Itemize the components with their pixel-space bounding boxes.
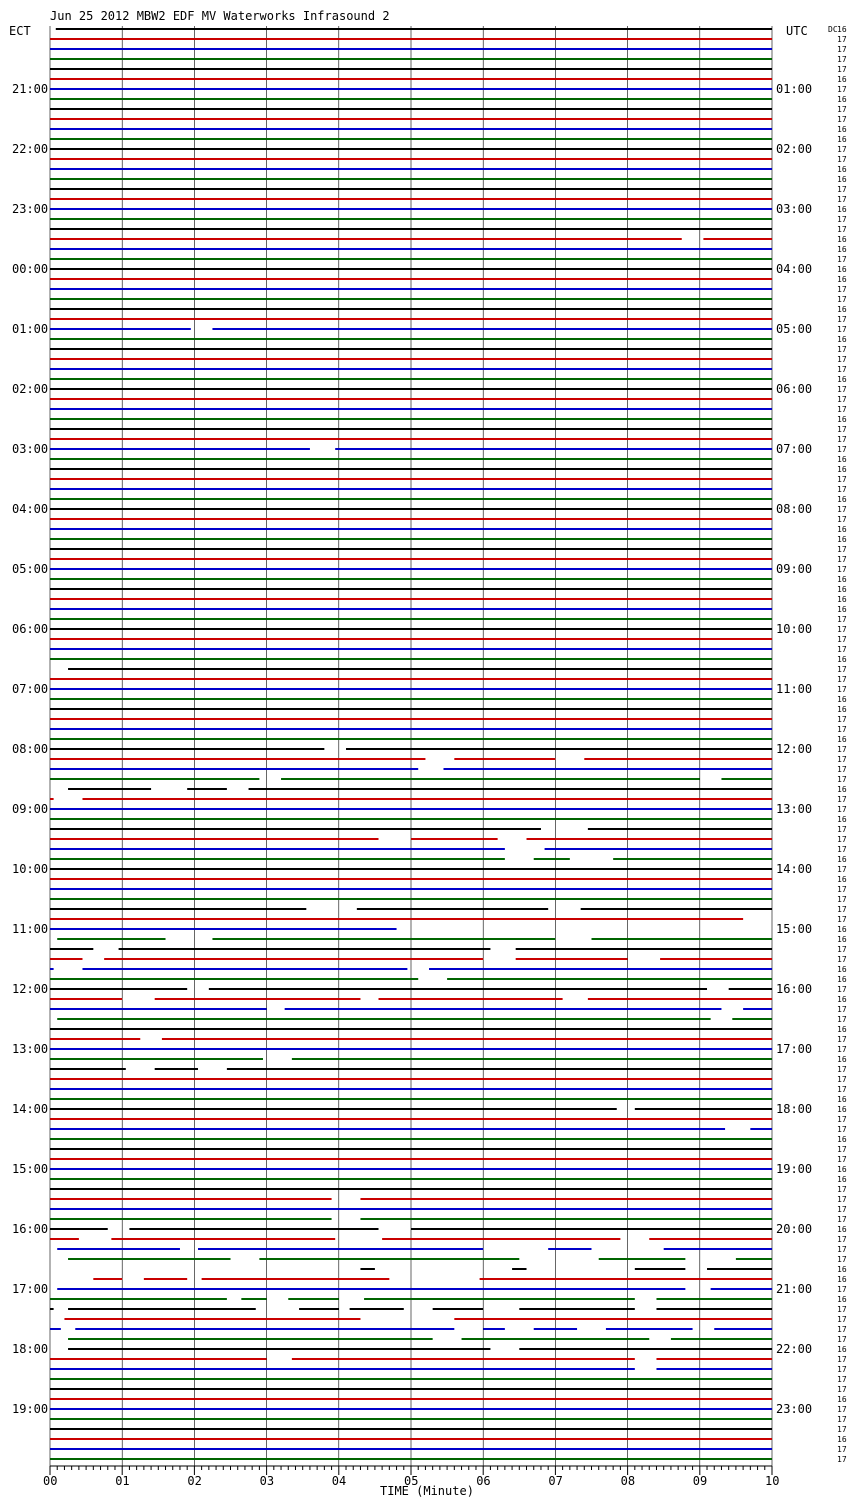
dc-value: 17	[837, 1445, 847, 1454]
hour-label-left: 19:00	[12, 1402, 49, 1416]
dc-value: 17	[837, 1205, 847, 1214]
dc-value: 16	[837, 375, 847, 384]
dc-value: 16	[837, 585, 847, 594]
dc-value: 16	[837, 235, 847, 244]
dc-value: 17	[837, 985, 847, 994]
dc-value: 17	[837, 185, 847, 194]
dc-value: 17	[837, 715, 847, 724]
hour-label-right: 16:00	[776, 982, 813, 996]
dc-value: 17	[837, 1015, 847, 1024]
dc-value: 17	[837, 215, 847, 224]
dc-value: 17	[837, 405, 847, 414]
dc-value: 17	[837, 225, 847, 234]
hour-label-left: 05:00	[12, 562, 49, 576]
dc-value: 17	[837, 1045, 847, 1054]
hour-label-right: 08:00	[776, 502, 813, 516]
hour-label-right: 15:00	[776, 922, 813, 936]
hour-label-left: 08:00	[12, 742, 49, 756]
dc-value: 16	[837, 25, 847, 34]
dc-value: 17	[837, 1085, 847, 1094]
hour-label-left: 00:00	[12, 262, 49, 276]
dc-value: 17	[837, 1375, 847, 1384]
dc-values	[837, 25, 847, 1464]
x-tick-label: 02	[187, 1474, 202, 1488]
dc-value: 17	[837, 1425, 847, 1434]
dc-value: 17	[837, 615, 847, 624]
dc-value: 17	[837, 905, 847, 914]
hour-label-right: 18:00	[776, 1102, 813, 1116]
dc-value: 17	[837, 1035, 847, 1044]
dc-value: 17	[837, 1155, 847, 1164]
dc-value: 16	[837, 855, 847, 864]
chart-title: Jun 25 2012 MBW2 EDF MV Waterworks Infrasound 2	[50, 9, 390, 23]
dc-value: 17	[837, 895, 847, 904]
dc-value: 17	[837, 1285, 847, 1294]
hour-label-left: 15:00	[12, 1162, 49, 1176]
dc-value: 16	[837, 335, 847, 344]
dc-value: 17	[837, 255, 847, 264]
dc-value: 17	[837, 645, 847, 654]
dc-value: 17	[837, 945, 847, 954]
x-tick-label: 10	[765, 1474, 780, 1488]
dc-value: 17	[837, 315, 847, 324]
dc-value: 17	[837, 1365, 847, 1374]
hour-label-right: 23:00	[776, 1402, 813, 1416]
dc-value: 17	[837, 675, 847, 684]
hour-label-left: 16:00	[12, 1222, 49, 1236]
dc-value: 16	[837, 125, 847, 134]
x-tick-label: 06	[476, 1474, 491, 1488]
dc-value: 17	[837, 155, 847, 164]
hour-label-left: 21:00	[12, 82, 49, 96]
hour-label-left: 18:00	[12, 1342, 49, 1356]
dc-value: 16	[837, 455, 847, 464]
hour-label-right: 14:00	[776, 862, 813, 876]
dc-value: 17	[837, 685, 847, 694]
dc-value: 17	[837, 45, 847, 54]
dc-value: 17	[837, 55, 847, 64]
dc-value: 17	[837, 755, 847, 764]
dc-value: 17	[837, 425, 847, 434]
x-tick-label: 04	[331, 1474, 347, 1488]
dc-value: 16	[837, 175, 847, 184]
hour-label-right: 03:00	[776, 202, 813, 216]
hour-label-right: 02:00	[776, 142, 813, 156]
dc-value: 17	[837, 195, 847, 204]
dc-value: 17	[837, 65, 847, 74]
dc-value: 16	[837, 1265, 847, 1274]
dc-value: 17	[837, 1185, 847, 1194]
dc-value: 16	[837, 1025, 847, 1034]
dc-value: 16	[837, 535, 847, 544]
hour-label-right: 12:00	[776, 742, 813, 756]
hour-label-right: 13:00	[776, 802, 813, 816]
dc-value: 17	[837, 445, 847, 454]
dc-value: 17	[837, 1305, 847, 1314]
hour-label-right: 11:00	[776, 682, 813, 696]
dc-value: 17	[837, 1075, 847, 1084]
dc-value: 17	[837, 395, 847, 404]
dc-value: 17	[837, 1115, 847, 1124]
dc-value: 16	[837, 1225, 847, 1234]
dc-value: 17	[837, 485, 847, 494]
dc-value: 17	[837, 515, 847, 524]
dc-value: 17	[837, 775, 847, 784]
dc-value: 17	[837, 1245, 847, 1254]
dc-value: 16	[837, 965, 847, 974]
dc-value: 17	[837, 475, 847, 484]
dc-value: 17	[837, 85, 847, 94]
x-axis-label: TIME (Minute)	[380, 1484, 474, 1498]
dc-value: 16	[837, 525, 847, 534]
dc-value: 17	[837, 505, 847, 514]
dc-value: 16	[837, 495, 847, 504]
dc-value: 17	[837, 295, 847, 304]
dc-value: 16	[837, 875, 847, 884]
dc-value: 17	[837, 885, 847, 894]
dc-value: 16	[837, 245, 847, 254]
dc-value: 17	[837, 1325, 847, 1334]
x-tick-label: 05	[404, 1474, 419, 1488]
hour-label-left: 06:00	[12, 622, 49, 636]
hour-label-right: 21:00	[776, 1282, 813, 1296]
dc-value: 16	[837, 595, 847, 604]
dc-value: 17	[837, 865, 847, 874]
x-tick-label: 07	[548, 1474, 563, 1488]
dc-value: 16	[837, 605, 847, 614]
dc-value: 16	[837, 165, 847, 174]
hour-label-right: 09:00	[776, 562, 813, 576]
dc-value: 17	[837, 1455, 847, 1464]
dc-value: 17	[837, 1415, 847, 1424]
dc-value: 17	[837, 565, 847, 574]
dc-value: 16	[837, 695, 847, 704]
dc-value: 17	[837, 1405, 847, 1414]
dc-value: 17	[837, 1125, 847, 1134]
dc-value: 17	[837, 385, 847, 394]
dc-value: 16	[837, 75, 847, 84]
dc-value: 17	[837, 795, 847, 804]
dc-value: 16	[837, 265, 847, 274]
hour-label-left: 02:00	[12, 382, 49, 396]
dc-value: 17	[837, 765, 847, 774]
hour-label-left: 09:00	[12, 802, 49, 816]
x-tick-label: 01	[115, 1474, 130, 1488]
dc-value: 16	[837, 1435, 847, 1444]
dc-value: 17	[837, 725, 847, 734]
dc-value: 16	[837, 1165, 847, 1174]
hour-label-left: 14:00	[12, 1102, 49, 1116]
dc-value: 16	[837, 735, 847, 744]
hour-label-right: 10:00	[776, 622, 813, 636]
dc-value: 17	[837, 115, 847, 124]
hour-label-left: 23:00	[12, 202, 49, 216]
hour-label-right: 01:00	[776, 82, 813, 96]
hour-label-right: 06:00	[776, 382, 813, 396]
hour-label-right: 19:00	[776, 1162, 813, 1176]
hour-label-left: 12:00	[12, 982, 49, 996]
dc-value: 16	[837, 785, 847, 794]
dc-value: 16	[837, 465, 847, 474]
dc-value: 17	[837, 1215, 847, 1224]
dc-value: 17	[837, 1355, 847, 1364]
dc-value: 17	[837, 435, 847, 444]
dc-value: 16	[837, 815, 847, 824]
dc-value: 17	[837, 545, 847, 554]
dc-value: 17	[837, 1145, 847, 1154]
dc-value: 17	[837, 665, 847, 674]
dc-value: 16	[837, 655, 847, 664]
dc-value: 16	[837, 205, 847, 214]
dc-value: 17	[837, 825, 847, 834]
dc-value: 17	[837, 1235, 847, 1244]
dc-value: 17	[837, 325, 847, 334]
dc-value: 16	[837, 1345, 847, 1354]
dc-value: 16	[837, 135, 847, 144]
dc-value: 16	[837, 275, 847, 284]
x-tick-label: 09	[692, 1474, 708, 1488]
hour-label-left: 07:00	[12, 682, 49, 696]
right-timezone-label: UTC	[786, 24, 808, 38]
hour-label-left: 04:00	[12, 502, 49, 516]
left-timezone-label: ECT	[9, 24, 31, 38]
dc-value: 16	[837, 705, 847, 714]
dc-value: 16	[837, 415, 847, 424]
dc-value: 17	[837, 145, 847, 154]
dc-value: 16	[837, 935, 847, 944]
dc-value: 16	[837, 1395, 847, 1404]
x-tick-label: 00	[43, 1474, 58, 1488]
dc-value: 17	[837, 915, 847, 924]
hour-label-left: 17:00	[12, 1282, 49, 1296]
dc-value: 17	[837, 1195, 847, 1204]
hour-label-right: 22:00	[776, 1342, 813, 1356]
dc-value: 17	[837, 365, 847, 374]
dc-value: 17	[837, 345, 847, 354]
dc-value: 17	[837, 1065, 847, 1074]
dc-value: 16	[837, 1135, 847, 1144]
dc-value: 17	[837, 835, 847, 844]
dc-value: 17	[837, 1005, 847, 1014]
dc-label: DC	[828, 25, 838, 34]
hour-label-left: 03:00	[12, 442, 49, 456]
x-tick-label: 03	[259, 1474, 275, 1488]
dc-value: 17	[837, 955, 847, 964]
dc-value: 17	[837, 35, 847, 44]
hour-label-left: 10:00	[12, 862, 49, 876]
dc-value: 16	[837, 1095, 847, 1104]
dc-value: 17	[837, 805, 847, 814]
dc-value: 17	[837, 635, 847, 644]
hour-label-right: 05:00	[776, 322, 813, 336]
dc-value: 17	[837, 745, 847, 754]
dc-value: 16	[837, 925, 847, 934]
hour-label-right: 04:00	[776, 262, 813, 276]
dc-value: 17	[837, 355, 847, 364]
dc-value: 16	[837, 1105, 847, 1114]
dc-value: 17	[837, 1385, 847, 1394]
dc-value: 16	[837, 1055, 847, 1064]
dc-value: 16	[837, 1175, 847, 1184]
hour-label-left: 11:00	[12, 922, 49, 936]
dc-value: 16	[837, 1295, 847, 1304]
dc-value: 17	[837, 1255, 847, 1264]
dc-value: 16	[837, 575, 847, 584]
dc-value: 16	[837, 975, 847, 984]
dc-value: 16	[837, 995, 847, 1004]
dc-value: 16	[837, 305, 847, 314]
dc-value: 16	[837, 95, 847, 104]
hour-label-left: 22:00	[12, 142, 49, 156]
dc-value: 17	[837, 625, 847, 634]
hour-label-left: 13:00	[12, 1042, 49, 1056]
dc-value: 17	[837, 1335, 847, 1344]
dc-value: 17	[837, 285, 847, 294]
dc-value: 17	[837, 105, 847, 114]
dc-value: 17	[837, 845, 847, 854]
hour-label-right: 17:00	[776, 1042, 813, 1056]
hour-label-right: 20:00	[776, 1222, 813, 1236]
hour-label-left: 01:00	[12, 322, 49, 336]
dc-value: 17	[837, 1315, 847, 1324]
dc-value: 16	[837, 1275, 847, 1284]
hour-label-right: 07:00	[776, 442, 813, 456]
dc-value: 17	[837, 555, 847, 564]
x-tick-label: 08	[620, 1474, 636, 1488]
